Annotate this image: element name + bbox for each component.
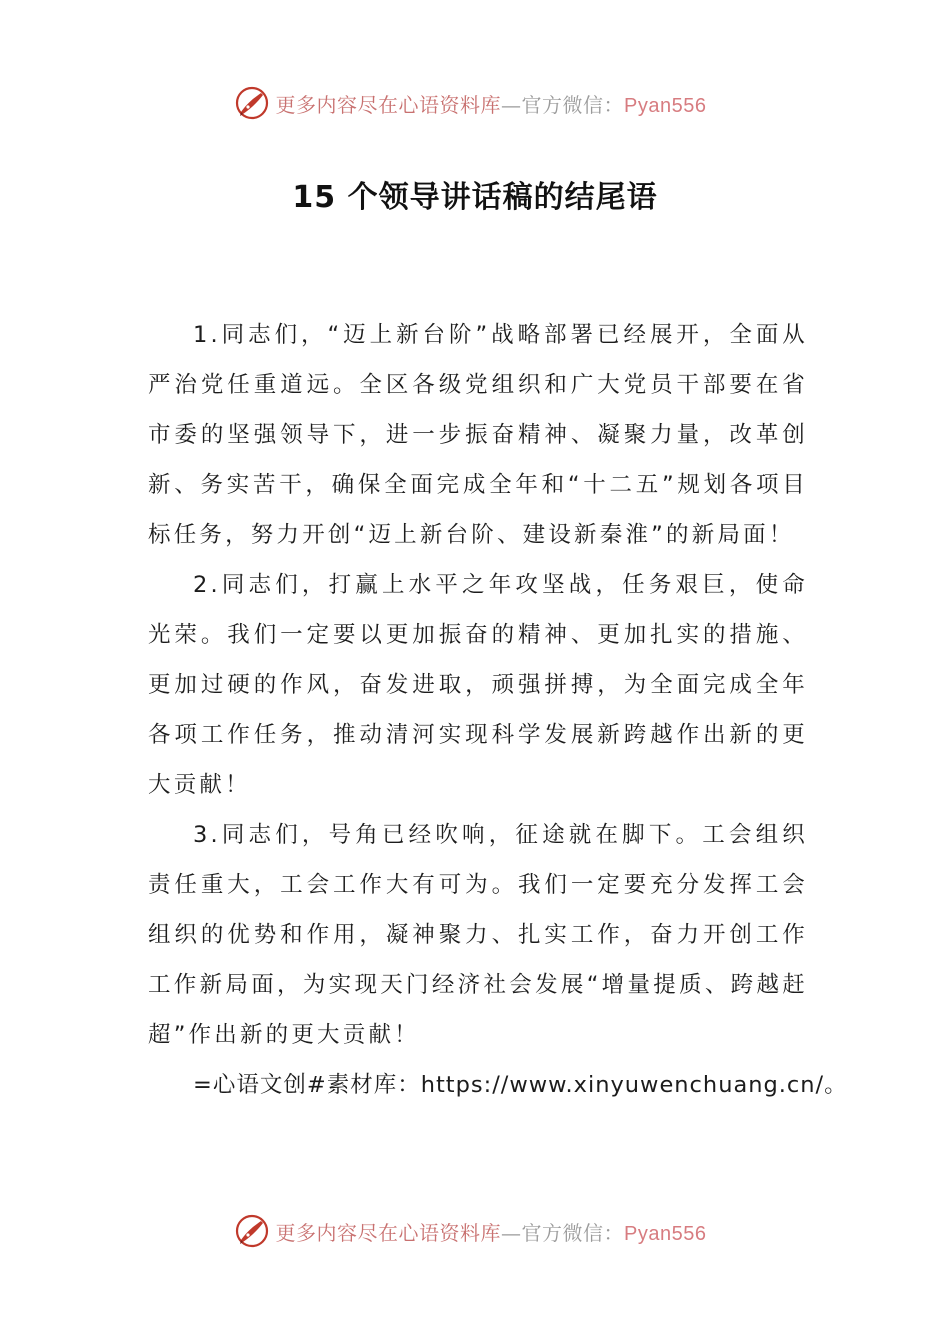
paragraph-2: 2.同志们，打赢上水平之年攻坚战，任务艰巨，使命光荣。我们一定要以更加振奋的精神、更加扎实的措施、更加过硬的作风，奋发进取，顽强拼搏，为全面完成全年各项工作任务，推动清河实现科学发展新跨越作出新的更大贡献！: [148, 572, 808, 798]
banner-main-text: 更多内容尽在心语资料库: [275, 92, 502, 117]
banner-wechat-id: Pyan556: [624, 1222, 707, 1245]
banner-wechat-label: 官方微信：: [521, 1220, 625, 1245]
banner-wechat-label: 官方微信：: [521, 92, 625, 117]
header-banner: [0, 78, 950, 128]
paragraph-3: 3.同志们，号角已经吹响，征途就在脚下。工会组织责任重大，工会工作大有可为。我们一定要充分发挥工会组织的优势和作用，凝神聚力、扎实工作，奋力开创工作工作新局面，为实现天门经济社会发展“增量提质、跨越赶超”作出新的更大贡献！: [148, 822, 808, 1048]
document-title: 15 个领导讲话稿的结尾语: [292, 180, 658, 215]
document-body: [148, 310, 848, 1110]
banner-text: [276, 89, 707, 118]
banner-separator: —: [501, 92, 522, 117]
paragraph-1: 1.同志们，“迈上新台阶”战略部署已经展开，全面从严治党任重道远。全区各级党组织和广大党员干部要在省市委的坚强领导下，进一步振奋精神、凝聚力量，改革创新、务实苦干，确保全面完成全年和“十二五”规划各项目标任务，努力开创“迈上新台阶、建设新秦淮”的新局面！: [148, 322, 808, 548]
header-banner-content: [234, 85, 707, 121]
banner-main-text: 更多内容尽在心语资料库: [275, 1220, 502, 1245]
footer-banner-content: [234, 1213, 707, 1249]
source-link-line[interactable]: =心语文创#素材库：https://www.xinyuwenchuang.cn/。: [193, 1072, 848, 1098]
pen-nib-logo-icon: [234, 1213, 270, 1249]
banner-separator: —: [501, 1220, 522, 1245]
footer-banner: [0, 1206, 950, 1256]
banner-text: [276, 1217, 707, 1246]
pen-nib-logo-icon: [234, 85, 270, 121]
banner-wechat-id: Pyan556: [624, 94, 707, 117]
